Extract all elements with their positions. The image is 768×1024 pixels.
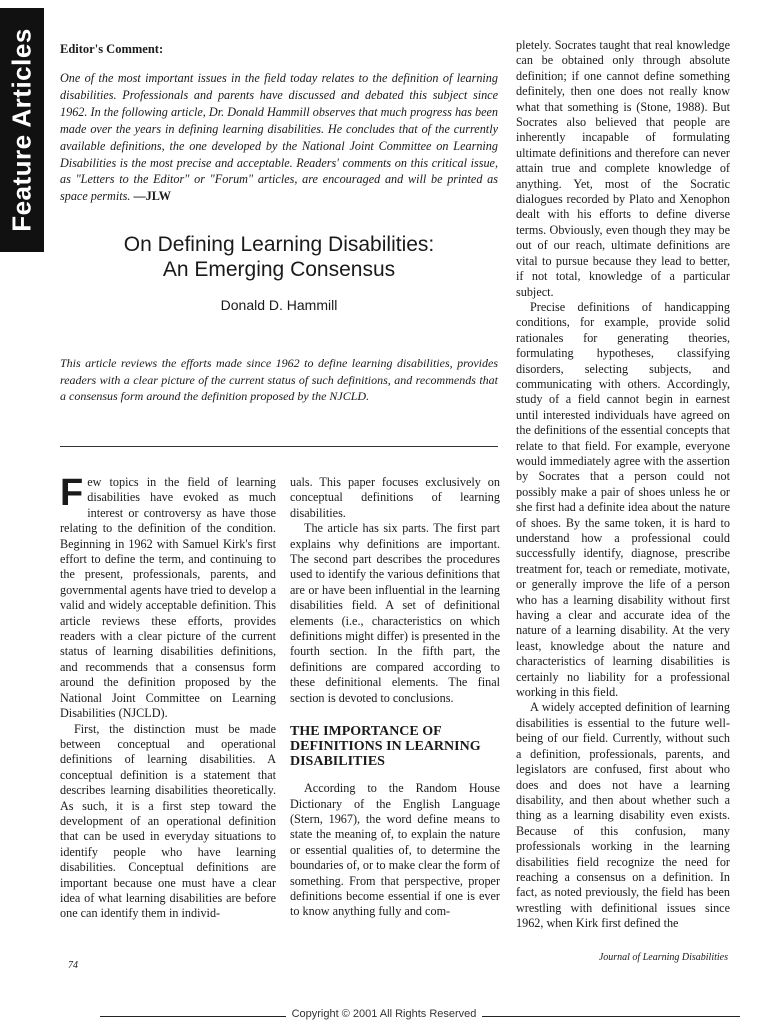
article-title-line2: An Emerging Consensus [162, 258, 396, 282]
editor-signature: —JLW [133, 189, 171, 204]
copyright-notice [0, 1008, 768, 1020]
editor-comment-heading: Editor's Comment: [60, 42, 164, 56]
section-heading: THE IMPORTANCE OF DEFINITIONS IN LEARNING DISABILITIES [290, 724, 481, 770]
copyright-text: Copyright © 2001 All Rights Reserved [286, 1008, 483, 1020]
abstract-divider [60, 446, 498, 447]
body-column-2 [290, 475, 500, 920]
section-tab [0, 8, 44, 252]
editor-comment [60, 70, 498, 205]
editor-comment-text: One of the most important issues in the field today relates to the definition of learning disabilities. Professionals and parents have discussed and debated this subject since 1962. In the following article, Dr. Donald Hammill observes that much progress has been made over the years in defining learning disabilities. He concludes that of the currently available definitions, the one developed by the National Joint Committee on Learning Disabilities is the most precise and acceptable. Readers' comments on this critical issue, as "Letters to the Editor" or "Forum" articles, are encouraged and will be printed as space permits. [60, 71, 498, 204]
article-title [60, 232, 498, 282]
body-paragraph: A widely accepted definition of learning disabilities is essential to the future well-being of our field. Currently, without such a definition, professionals, parents, and legislators are confused, first about who does and does not have a learning disability, and then about whether such a thing as a learning disability even exists. Because of this confusion, many professionals working in the learning disabilities field recognize the need for reaching a consensus on a definition. In fact, as noted previously, the field has been wrestling with definitional issues since 1962, when Kirk first defined the [516, 700, 730, 931]
body-column-1 [60, 472, 276, 922]
body-paragraph: Precise definitions of handicapping conditions, for example, provide solid rationales for generating theories, formulating hypotheses, classifying disorders, selecting subjects, and communicating with others. Accordingly, study of a field cannot begin in earnest until interested individuals have agreed on the definitions of the essential concepts that relate to that field. For example, everyone would immediately agree with the assertion by Socrates that a person could not possibly make a pair of shoes unless he or she first had a definite idea about the nature of shoes. By the same token, it is hard to understand how a professional could successfully identify, diagnose, prescribe treatment for, teach or remediate, motivate, or generally improve the life of a person who has a learning disability without first having a clear and accurate idea of the nature of a learning disability. At the very least, knowledge about the nature and characteristics of learning disabilities is certainly no liability for a professional working in this field. [516, 299, 730, 700]
section-tab-label: Feature Articles [6, 28, 37, 232]
body-paragraph: First, the distinction must be made between conceptual and operational definitions of learning disabilities. A conceptual definition is a statement that describes learning disabilities theoretically. As such, it is a first step toward the development of an operational definition that can be used in everyday situations to identify people who have learning disabilities. Conceptual definitions are important because one must have a clear idea of what learning disabilities are before one can identify them in individ- [60, 721, 276, 921]
body-paragraph: uals. This paper focuses exclusively on conceptual definitions of learning disabilities. [290, 475, 500, 520]
page-number: 74 [68, 960, 78, 971]
article-author: Donald D. Hammill [220, 297, 338, 313]
journal-name: Journal of Learning Disabilities [598, 952, 728, 963]
body-column-3 [516, 38, 730, 932]
body-paragraph: According to the Random House Dictionary of the English Language (Stern, 1967), the word define means to state the meaning of, to explain the nature or essential qualities of, to determine the boundaries of, or to make clear the form of something. From that perspective, proper definitions become essential if one is ever to know anything fully and com- [290, 781, 500, 919]
paragraph-text: ew topics in the field of learning disabilities have evoked as much interest or controversy as have those relating to the definition of the condition. Beginning in 1962 with Samuel Kirk's first effort to define the term, and continuing to the present, professionals, parents, and governmental agents have tried to develop a valid and widely acceptable definition. This article reviews these efforts, provides readers with a clear picture of the current status of learning disabilities definitions, and recommends that a consensus form around the definition proposed by the National Joint Committee on Learning Disabilities (NJCLD). [60, 475, 276, 721]
drop-cap: F [60, 472, 84, 514]
body-paragraph: pletely. Socrates taught that real knowledge can be obtained only through absolute definition; if one cannot define something definitely, then one does not really know what that something is (Stone, 1988). But Socrates also believed that people are inherently incapable of formulating ultimate definitions and therefore can never attain true and complete knowledge of anything. Yet, most of the Socratic dialogues recorded by Plato and Xenophon dealt with his efforts to define diverse terms. Obviously, even though they may be out of our reach, ultimate definitions are vital to pursue because they lead to better, if not total, knowledge of a particular subject. [516, 38, 730, 299]
article-abstract: This article reviews the efforts made since 1962 to define learning disabilities, provides readers with a clear picture of the current status of such definitions, and recommends that a consensus form around the definition proposed by the NJCLD. [60, 356, 498, 404]
body-paragraph [60, 472, 276, 722]
body-paragraph: The article has six parts. The first part explains why definitions are important. The second part describes the procedures used to identify the various definitions that are or have been influential in the learning disabilities field. A set of definitional elements (i.e., characteristics on which definitions might differ) is presented in the fourth section. In the fifth part, the definitions are compared according to these definitional elements. The final section is devoted to conclusions. [290, 521, 500, 705]
article-title-line1: On Defining Learning Disabilities: [123, 233, 435, 257]
